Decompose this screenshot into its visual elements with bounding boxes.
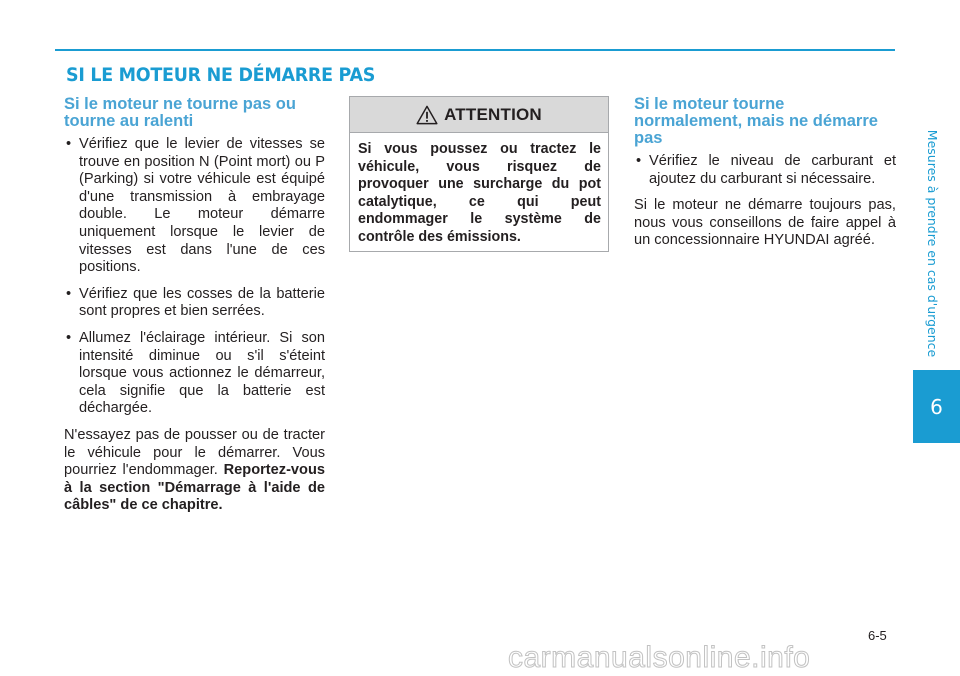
section-title: SI LE MOTEUR NE DÉMARRE PAS	[66, 64, 376, 86]
right-heading: Si le moteur tourne normalement, mais ne démarre pas	[634, 95, 878, 147]
attention-header	[350, 97, 608, 133]
right-bullet-list	[634, 153, 896, 188]
dealer-paragraph: Si le moteur ne démarre toujours pas, nous vous conseillons de faire appel à un concessionnaire HYUNDAI agréé.	[634, 197, 896, 249]
chapter-tab	[913, 370, 960, 443]
chapter-label-text: Mesures à prendre en cas d'urgence	[925, 129, 941, 357]
attention-title: ATTENTION	[444, 104, 542, 124]
cross-reference-text: Reportez-vous à la section "Démarrage à l'aide de câbles" de ce chapitre.	[64, 462, 325, 514]
bullet-icon: •	[66, 136, 72, 152]
page-number: 6-5	[868, 628, 887, 643]
bullet-icon: •	[636, 153, 642, 169]
bullet-icon: •	[66, 329, 72, 346]
chapter-side-label	[922, 118, 944, 368]
left-heading: Si le moteur ne tourne pas ou tourne au ralenti	[64, 95, 296, 130]
bullet-icon: •	[66, 285, 72, 302]
attention-box	[349, 96, 609, 252]
list-item	[64, 330, 325, 418]
left-bullet-list	[64, 136, 325, 418]
chapter-number: 6	[930, 394, 943, 419]
list-item	[64, 286, 325, 321]
watermark: carmanualsonline.info	[508, 641, 811, 674]
list-item	[634, 153, 896, 188]
list-item-text: Vérifiez le niveau de carburant et ajoutez du carburant si nécessaire.	[649, 153, 896, 187]
left-column	[64, 96, 325, 520]
list-item-text: Allumez l'éclairage intérieur. Si son intensité diminue ou s'il s'éteint lorsque vous actionnez le démarreur, cela signifie que la batterie est déchargée.	[79, 329, 325, 417]
warning-triangle-icon	[416, 105, 438, 125]
advice-text: N'essayez pas de pousser ou de tracter le véhicule pour le démarrer. Vous pourriez l'endommager.	[64, 426, 325, 479]
top-rule	[55, 49, 895, 51]
attention-body: Si vous poussez ou tractez le véhicule, vous risquez de provoquer une surcharge du pot catalytique, ce qui peut endommager le système de contrôle des émissions.	[358, 141, 601, 245]
advice-paragraph	[64, 427, 325, 515]
list-item-text: Vérifiez que les cosses de la batterie sont propres et bien serrées.	[79, 285, 325, 320]
list-item	[64, 136, 325, 277]
list-item-text: Vérifiez que le levier de vitesses se trouve en position N (Point mort) ou P (Parking) si votre véhicule est équipé d'une transmission à embrayage double. Le moteur démarre uniquement lorsque le levier de vitesses est dans l'une de ces positions.	[79, 136, 325, 276]
right-column	[634, 96, 896, 255]
